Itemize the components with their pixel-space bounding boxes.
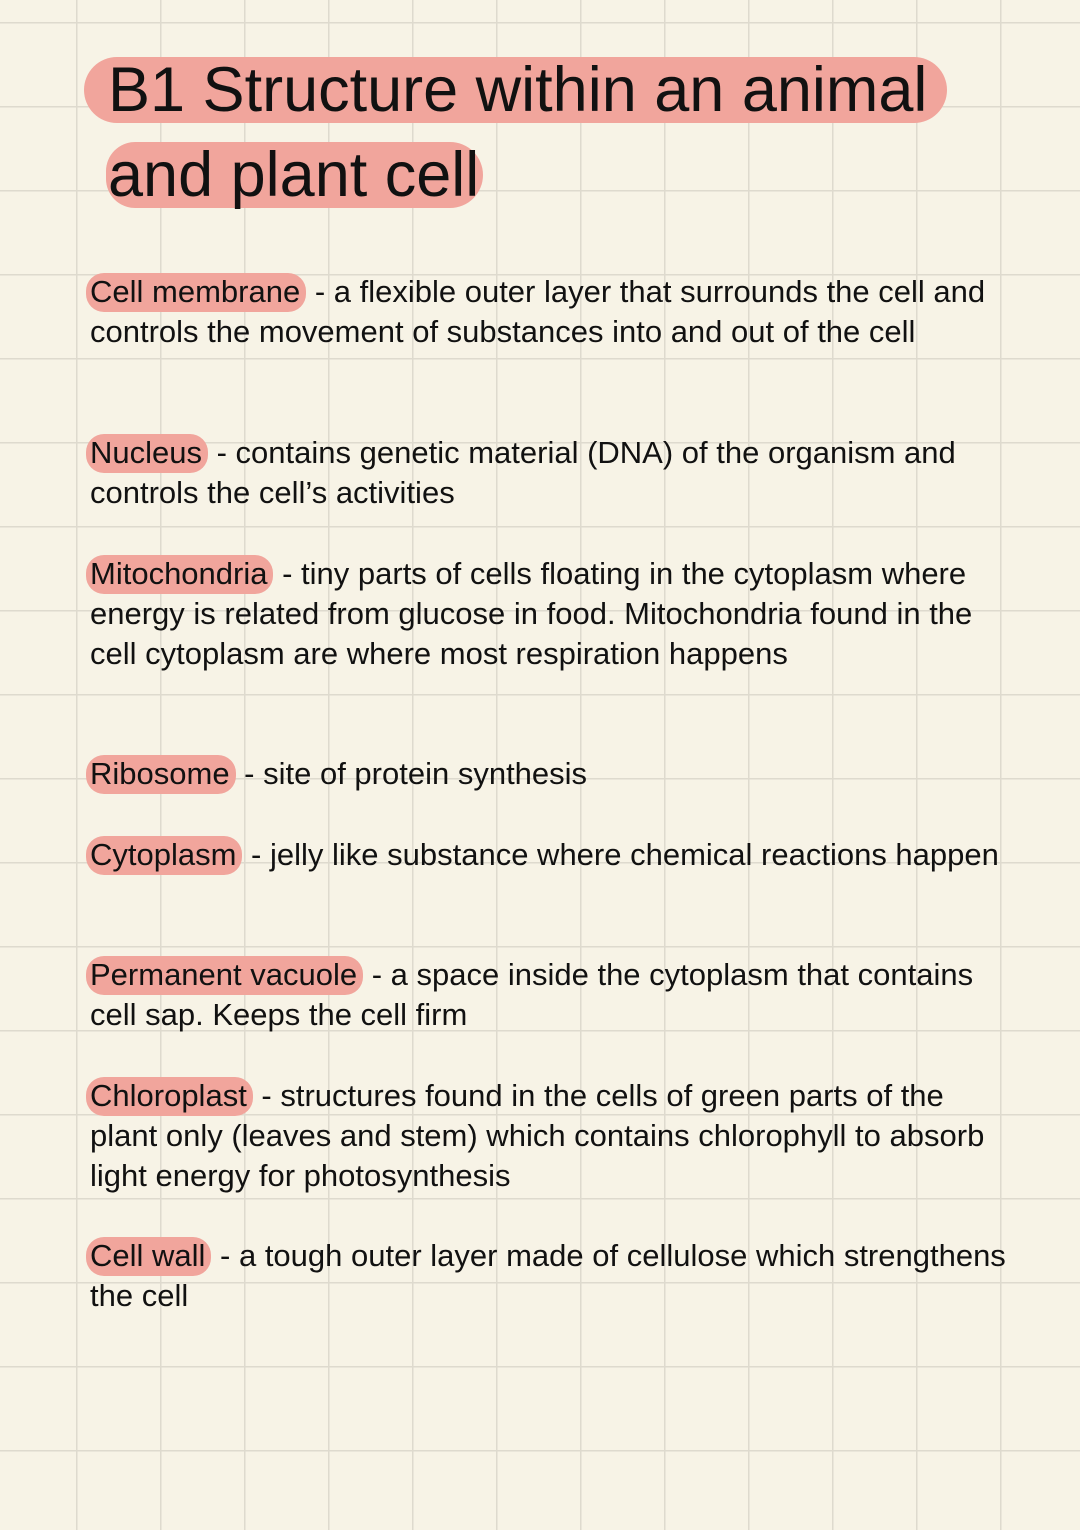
term-definition: - contains genetic material (DNA) of the organism and controls the cell’s activities xyxy=(90,435,956,510)
page-title xyxy=(84,50,1044,215)
term-definition: - tiny parts of cells floating in the cytoplasm where energy is related from glucose in food. Mitochondria found in the cell cytoplasm are where most respiration happens xyxy=(90,556,973,671)
term-name: Ribosome xyxy=(86,755,236,794)
definition-ribosome xyxy=(90,754,587,794)
definition-cell-membrane xyxy=(90,272,1010,352)
term-name: Nucleus xyxy=(86,434,208,473)
definition-mitochondria xyxy=(90,554,1010,674)
term-name: Permanent vacuole xyxy=(86,956,363,995)
term-definition: - a tough outer layer made of cellulose which strengthens the cell xyxy=(90,1238,1006,1313)
definition-cell-wall xyxy=(90,1236,1010,1316)
term-name: Chloroplast xyxy=(86,1077,253,1116)
definition-cytoplasm xyxy=(90,835,999,875)
page-title-line-1: B1 Structure within an animal xyxy=(84,57,947,123)
term-definition: - a flexible outer layer that surrounds the cell and controls the movement of substances into and out of the cell xyxy=(90,274,986,349)
term-definition: - site of protein synthesis xyxy=(235,756,588,791)
term-name: Cell membrane xyxy=(86,273,306,312)
term-name: Cell wall xyxy=(86,1237,211,1276)
definition-permanent-vacuole xyxy=(90,955,1010,1035)
term-name: Cytoplasm xyxy=(86,836,242,875)
term-name: Mitochondria xyxy=(86,555,273,594)
term-definition: - jelly like substance where chemical reactions happen xyxy=(242,837,999,872)
term-definition: - a space inside the cytoplasm that contains cell sap. Keeps the cell firm xyxy=(90,957,974,1032)
term-definition: - structures found in the cells of green parts of the plant only (leaves and stem) which contains chlorophyll to absorb light energy for photosynthesis xyxy=(90,1078,985,1193)
definition-chloroplast xyxy=(90,1076,1010,1196)
page-title-line-2: and plant cell xyxy=(106,142,483,208)
definition-nucleus xyxy=(90,433,1010,513)
